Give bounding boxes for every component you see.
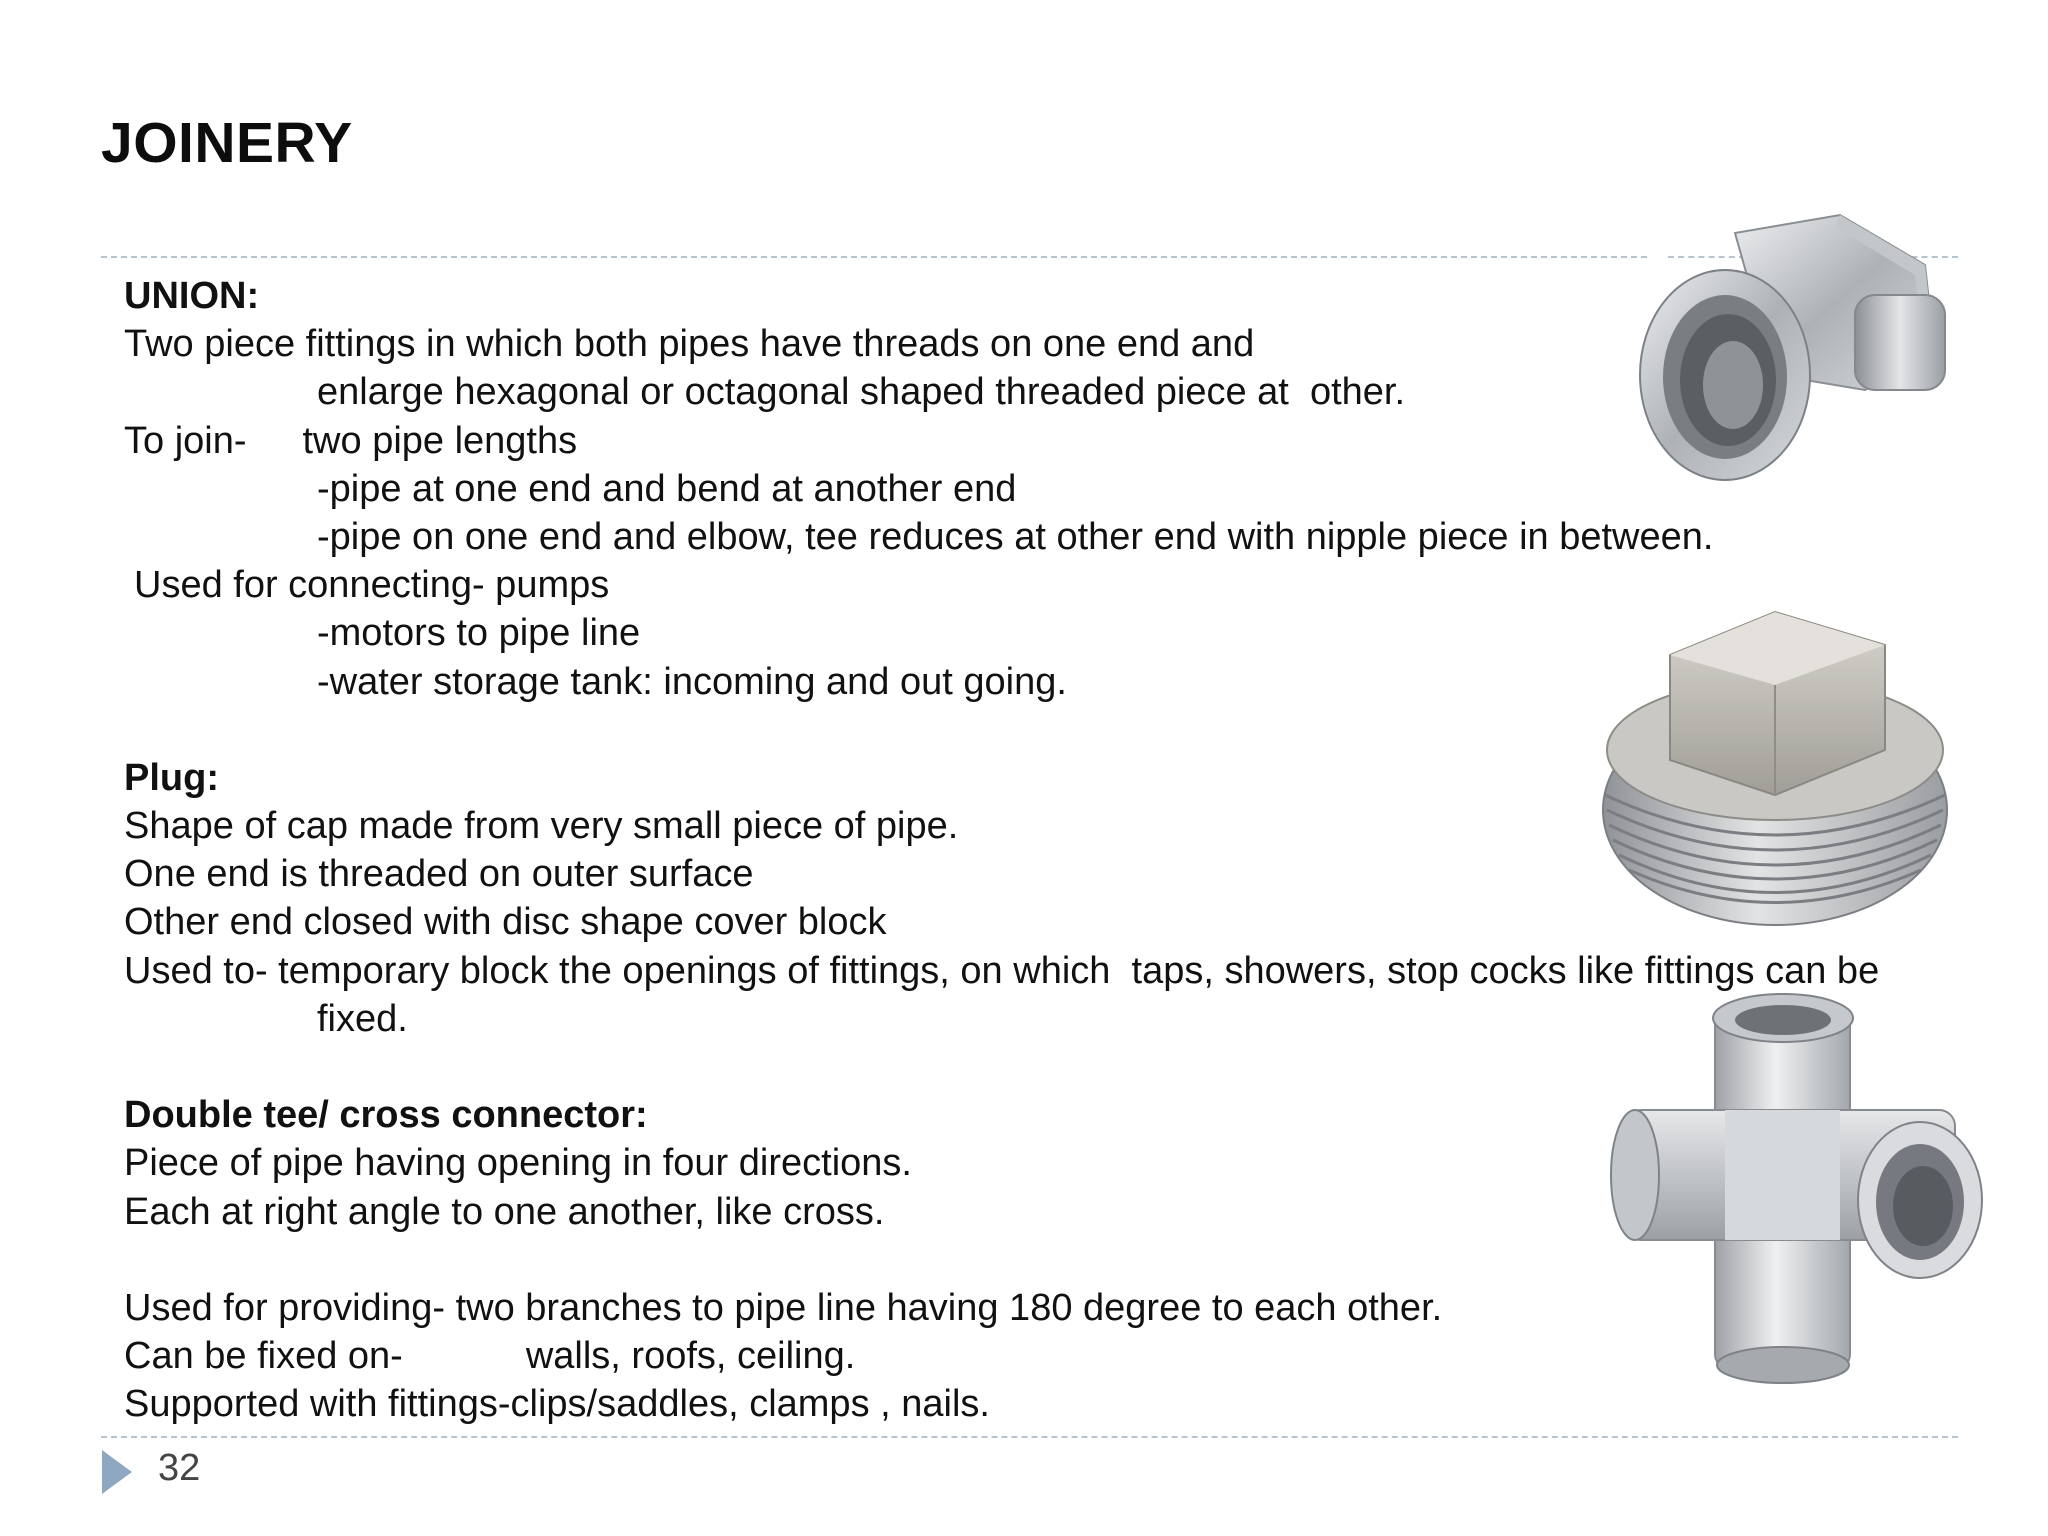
- union-line-8: -water storage tank: incoming and out going.: [317, 660, 1067, 703]
- cross-fixed-label: Can be fixed on-: [124, 1335, 403, 1378]
- cross-line-2: Each at right angle to one another, like cross.: [124, 1190, 885, 1233]
- plug-line-4: Used to- temporary block the openings of fittings, on which taps, showers, stop cocks like fittings can be: [124, 949, 1880, 992]
- cross-fixed-text: walls, roofs, ceiling.: [525, 1335, 856, 1378]
- page-number: 32: [158, 1447, 201, 1489]
- plug-line-1: Shape of cap made from very small piece of pipe.: [124, 805, 959, 848]
- slide-title: JOINERY: [101, 111, 353, 175]
- union-join-label: To join-: [124, 419, 247, 462]
- plug-line-2: One end is threaded on outer surface: [124, 853, 754, 896]
- triangle-right-icon: [102, 1450, 132, 1494]
- cross-heading: Double tee/ cross connector:: [124, 1094, 648, 1137]
- union-line-4: -pipe at one end and bend at another end: [317, 467, 1017, 510]
- bottom-divider: [101, 1436, 1958, 1438]
- union-fitting-photo: [1625, 205, 1955, 505]
- union-heading: UNION:: [124, 275, 260, 317]
- plug-heading: Plug:: [124, 756, 219, 799]
- cross-line-3: Used for providing- two branches to pipe line having 180 degree to each other.: [124, 1286, 1443, 1329]
- union-line-2: enlarge hexagonal or octagonal shaped threaded piece at other.: [317, 371, 1406, 414]
- plug-line-5: fixed.: [317, 997, 408, 1040]
- plug-line-3: Other end closed with disc shape cover block: [124, 901, 887, 944]
- plug-fitting-photo: [1595, 600, 1955, 935]
- union-line-5: -pipe on one end and elbow, tee reduces at other end with nipple piece in between.: [317, 515, 1714, 558]
- cross-connector-photo: [1595, 990, 1990, 1385]
- cross-line-1: Piece of pipe having opening in four directions.: [124, 1142, 912, 1185]
- union-line-1: Two piece fittings in which both pipes have threads on one end and: [124, 323, 1255, 366]
- union-line-7: -motors to pipe line: [317, 612, 641, 655]
- union-join-text: two pipe lengths: [302, 419, 578, 462]
- union-line-6: Used for connecting- pumps: [134, 564, 610, 607]
- top-divider: [101, 256, 1647, 258]
- cross-line-5: Supported with fittings-clips/saddles, clamps , nails.: [124, 1383, 990, 1426]
